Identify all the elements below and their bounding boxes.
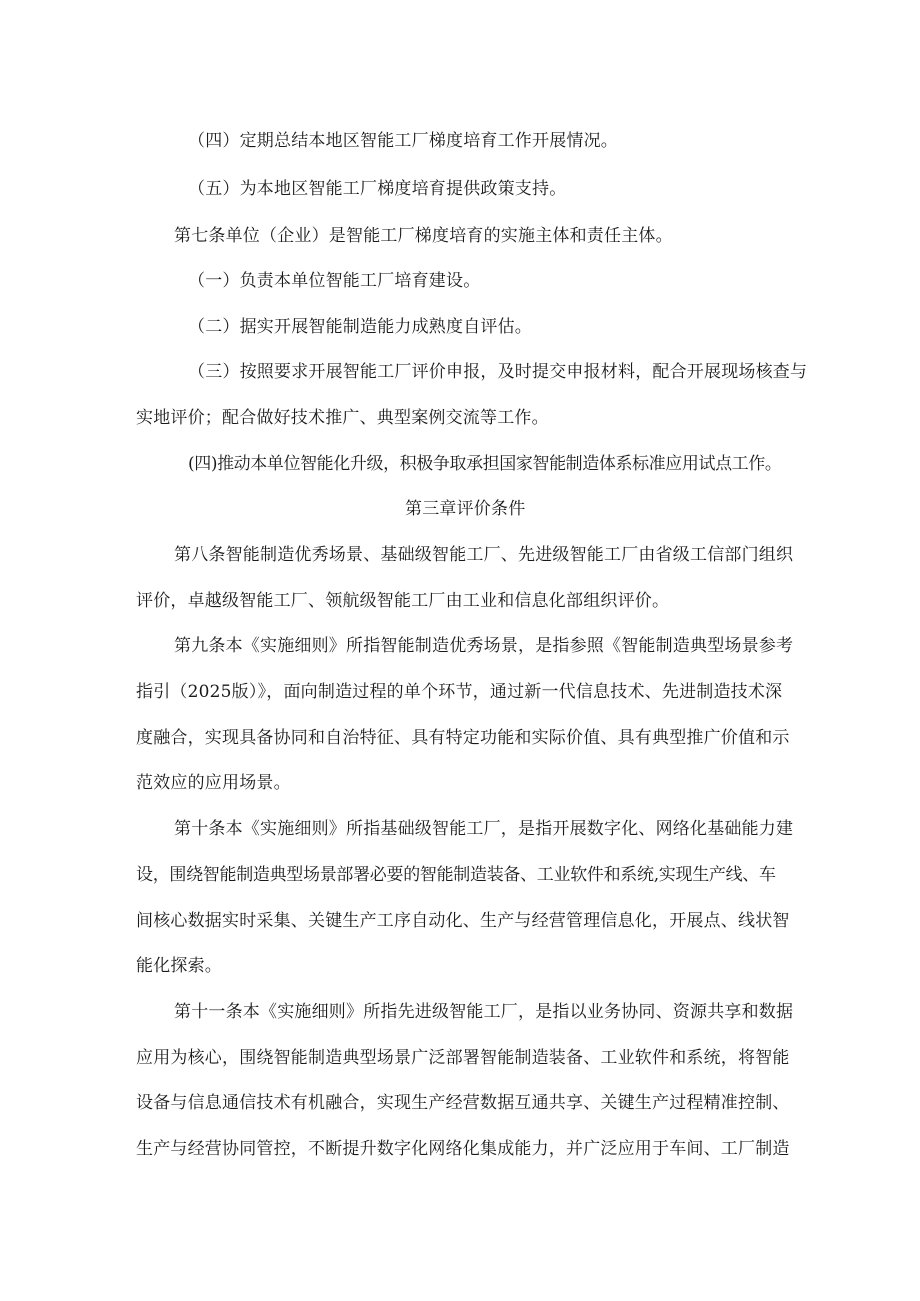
article-11-line-3: 设备与信息通信技术有机融合，实现生产经营数据互通共享、关键生产过程精准控制、: [136, 1093, 790, 1113]
paragraph-line-item-3: （三）按照要求开展智能工厂评价申报，及时提交申报材料，配合开展现场核查与: [188, 362, 808, 382]
chapter-3-title: 第三章评价条件: [405, 499, 526, 519]
paragraph-line-item-1: （一）负责本单位智能工厂培育建设。: [188, 271, 481, 291]
article-9-line-4: 范效应的应用场景。: [136, 773, 291, 793]
article-8-line-2: 评价，卓越级智能工厂、领航级智能工厂由工业和信息化部组织评价。: [136, 591, 670, 611]
article-9-line-3: 度融合，实现具备协同和自治特征、具有特定功能和实际价值、具有典型推广价值和示: [136, 728, 790, 748]
paragraph-line-item-4: （四）定期总结本地区智能工厂梯度培育工作开展情况。: [188, 131, 618, 151]
article-11-line-4: 生产与经营协同管控，不断提升数字化网络化集成能力，并广泛应用于车间、工厂制造: [136, 1139, 790, 1159]
article-7-heading: 第七条单位（企业）是智能工厂梯度培育的实施主体和责任主体。: [174, 226, 673, 246]
article-9-line-1: 第九条本《实施细则》所指智能制造优秀场景，是指参照《智能制造典型场景参考: [174, 636, 794, 656]
article-10-line-3: 间核心数据实时采集、关键生产工序自动化、生产与经营管理信息化，开展点、线状智: [136, 911, 790, 931]
article-9-line-2: 指引（2025版）》，面向制造过程的单个环节，通过新一代信息技术、先进制造技术深: [136, 682, 783, 702]
paragraph-line-item-3-cont: 实地评价；配合做好技术推广、典型案例交流等工作。: [136, 408, 549, 428]
paragraph-line-item-5: （五）为本地区智能工厂梯度培育提供政策支持。: [188, 179, 567, 199]
article-11-line-2: 应用为核心，围绕智能制造典型场景广泛部署智能制造装备、工业软件和系统，将智能: [136, 1048, 790, 1068]
article-8-line-1: 第八条智能制造优秀场景、基础级智能工厂、先进级智能工厂由省级工信部门组织: [174, 545, 794, 565]
article-10-line-2: 设，围绕智能制造典型场景部署必要的智能制造装备、工业软件和系统,实现生产线、车: [136, 865, 776, 885]
article-11-line-1: 第十一条本《实施细则》所指先进级智能工厂，是指以业务协同、资源共享和数据: [174, 1002, 794, 1022]
article-10-line-1: 第十条本《实施细则》所指基础级智能工厂，是指开展数字化、网络化基础能力建: [174, 819, 794, 839]
paragraph-line-item-2: （二）据实开展智能制造能力成熟度自评估。: [188, 317, 532, 337]
paragraph-line-item-4b: (四)推动本单位智能化升级，积极争取承担国家智能制造体系标准应用试点工作。: [188, 454, 782, 474]
article-10-line-4: 能化探索。: [136, 956, 222, 976]
